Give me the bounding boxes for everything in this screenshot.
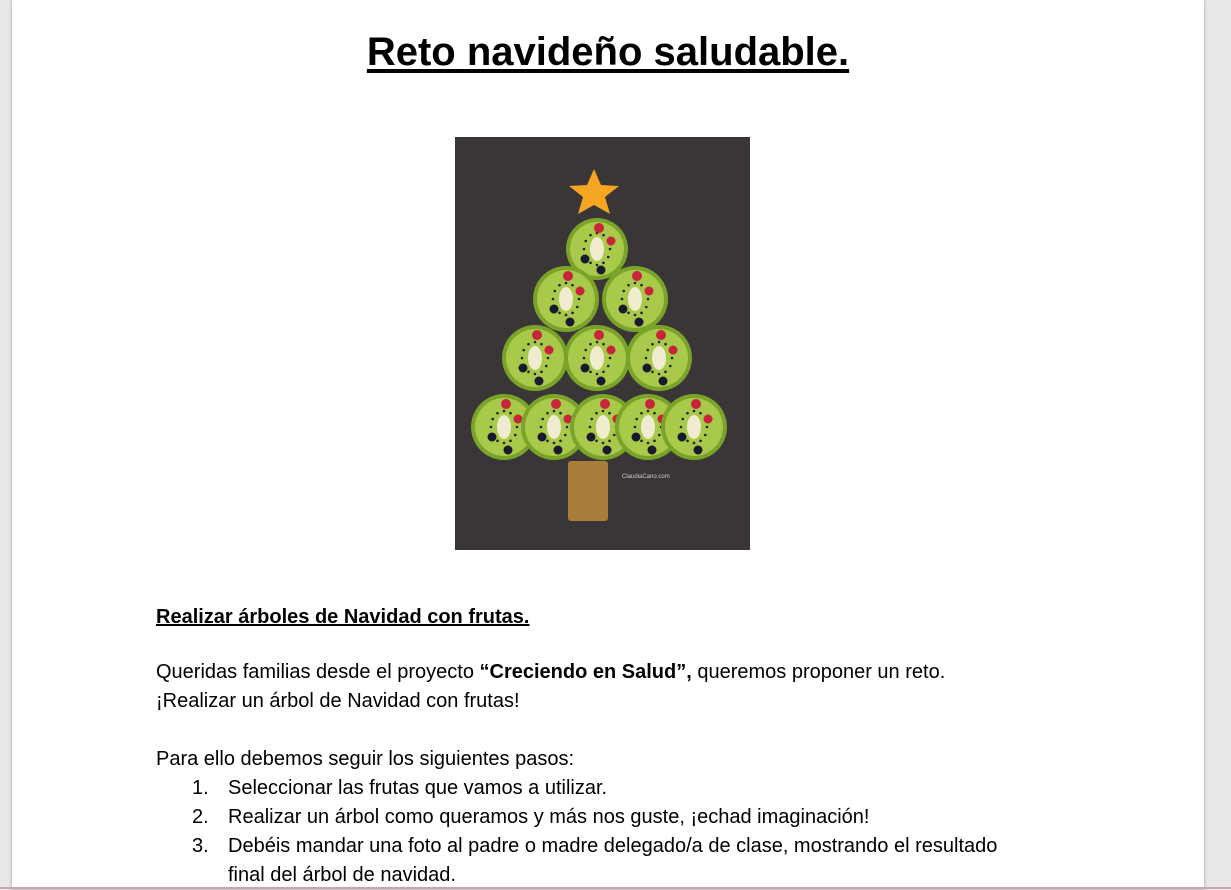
intro-text-end: queremos proponer un reto. — [691, 661, 946, 683]
step-text: Debéis mandar una foto al padre o madre delegado/a de clase, mostrando el resultado final del árbol de navidad. — [228, 835, 998, 886]
page-title: Reto navideño saludable. — [366, 30, 850, 74]
step-text: Realizar un árbol como queramos y más nos guste, ¡echad imaginación! — [228, 806, 870, 828]
intro-line-2: ¡Realizar un árbol de Navidad con frutas! — [156, 690, 520, 712]
kiwi-slice — [661, 394, 727, 460]
kiwi-slice — [602, 266, 668, 332]
steps-intro: Para ello debemos seguir los siguientes pasos: — [156, 748, 575, 770]
section-subtitle: Realizar árboles de Navidad con frutas. — [156, 606, 530, 628]
kiwi-slice — [502, 325, 568, 391]
kiwi-slice — [626, 325, 692, 391]
tree-illustration — [455, 137, 750, 550]
step-item — [156, 774, 1008, 803]
step-number: 1. — [192, 777, 209, 799]
document-page — [12, 0, 1204, 889]
kiwi-slice — [564, 325, 630, 391]
step-number: 2. — [192, 806, 209, 828]
tree-trunk — [568, 461, 608, 521]
step-item — [156, 803, 1008, 832]
project-name: “Creciendo en Salud”, — [479, 661, 692, 683]
fruit-christmas-tree-image — [455, 137, 750, 550]
intro-paragraph — [156, 658, 1056, 716]
step-item — [156, 832, 1008, 890]
image-watermark: ClaudiaCano.com — [622, 474, 670, 480]
intro-text: Queridas familias desde el proyecto — [156, 661, 480, 683]
steps-list — [156, 774, 1008, 890]
step-text: Seleccionar las frutas que vamos a utilizar. — [228, 777, 608, 799]
step-number: 3. — [192, 835, 209, 857]
kiwi-slice — [533, 266, 599, 332]
